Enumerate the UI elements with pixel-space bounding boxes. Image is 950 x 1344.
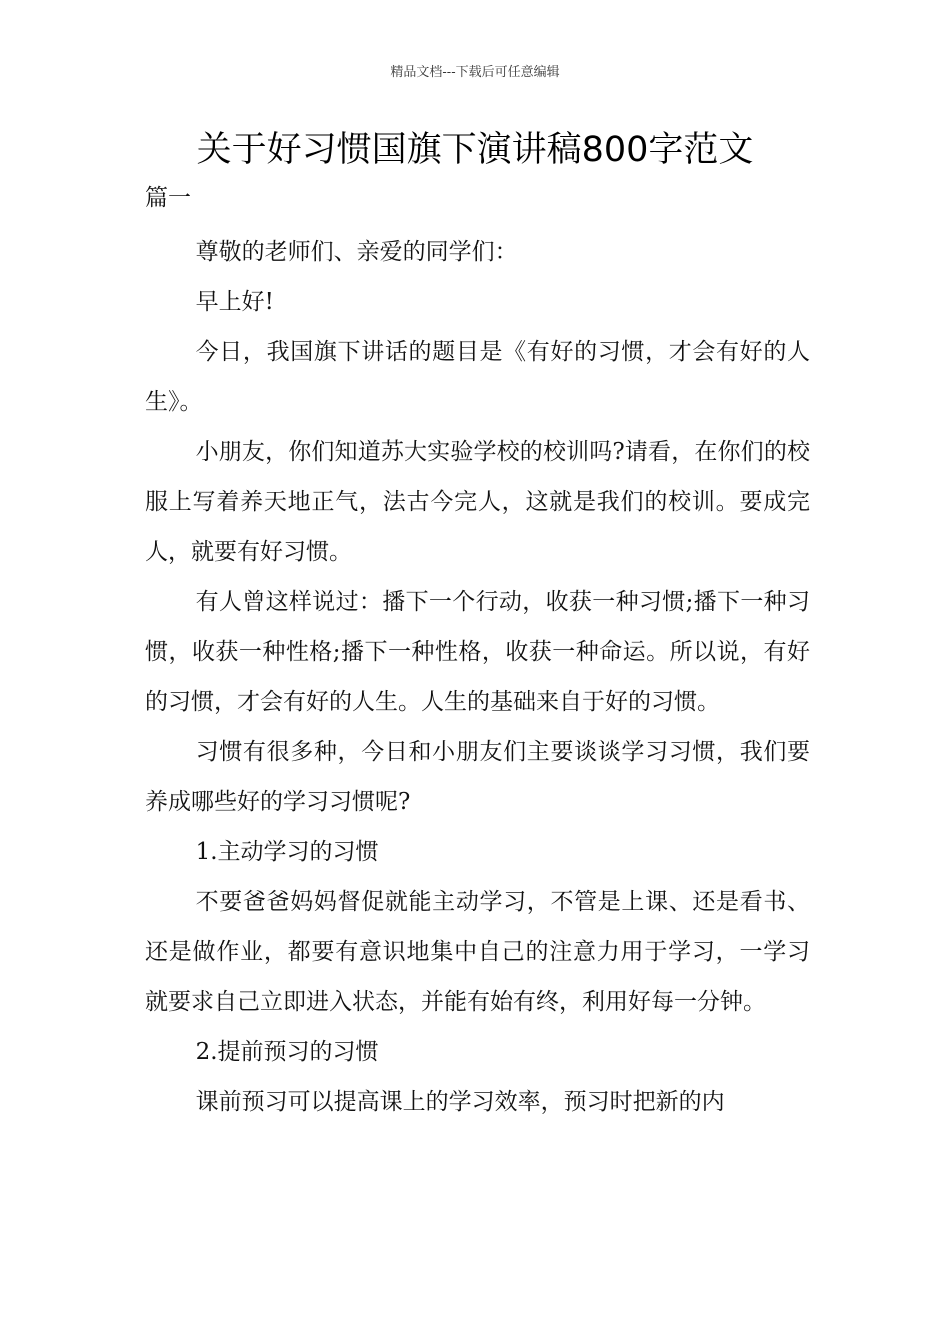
paragraph-good-morning: 早上好! bbox=[195, 289, 274, 315]
list-heading-2: 2.提前预习的习惯 bbox=[195, 1039, 379, 1065]
paragraph-active-learning: 不要爸爸妈妈督促就能主动学习，不管是上课、还是看书、还是做作业，都要有意识地集中自己的注意力用于学习，一学习就要求自己立即进入状态，并能有始有终，利用好每一分钟。 bbox=[145, 889, 810, 1015]
section-label: 篇一 bbox=[145, 185, 191, 211]
paragraph-preview: 课前预习可以提高课上的学习效率，预习时把新的内 bbox=[195, 1089, 725, 1115]
paragraph-quote: 有人曾这样说过：播下一个行动，收获一种习惯;播下一种习惯，收获一种性格;播下一种性格，收获一种命运。所以说，有好的习惯，才会有好的人生。人生的基础来自于好的习惯。 bbox=[145, 589, 810, 715]
paragraph-habit-types: 习惯有很多种，今日和小朋友们主要谈谈学习习惯，我们要养成哪些好的学习习惯呢? bbox=[145, 739, 810, 815]
paragraph-school-motto: 小朋友，你们知道苏大实验学校的校训吗?请看，在你们的校服上写着养天地正气，法古今完人，这就是我们的校训。要成完人，就要有好习惯。 bbox=[145, 439, 810, 565]
list-heading-1: 1.主动学习的习惯 bbox=[195, 839, 379, 865]
paragraph-greeting: 尊敬的老师们、亲爱的同学们： bbox=[195, 239, 518, 265]
page-header-watermark: 精品文档---下载后可任意编辑 bbox=[390, 65, 560, 80]
document-body bbox=[145, 227, 810, 1127]
document-title: 关于好习惯国旗下演讲稿800字范文 bbox=[196, 130, 754, 170]
paragraph-topic: 今日，我国旗下讲话的题目是《有好的习惯，才会有好的人生》。 bbox=[145, 339, 810, 415]
